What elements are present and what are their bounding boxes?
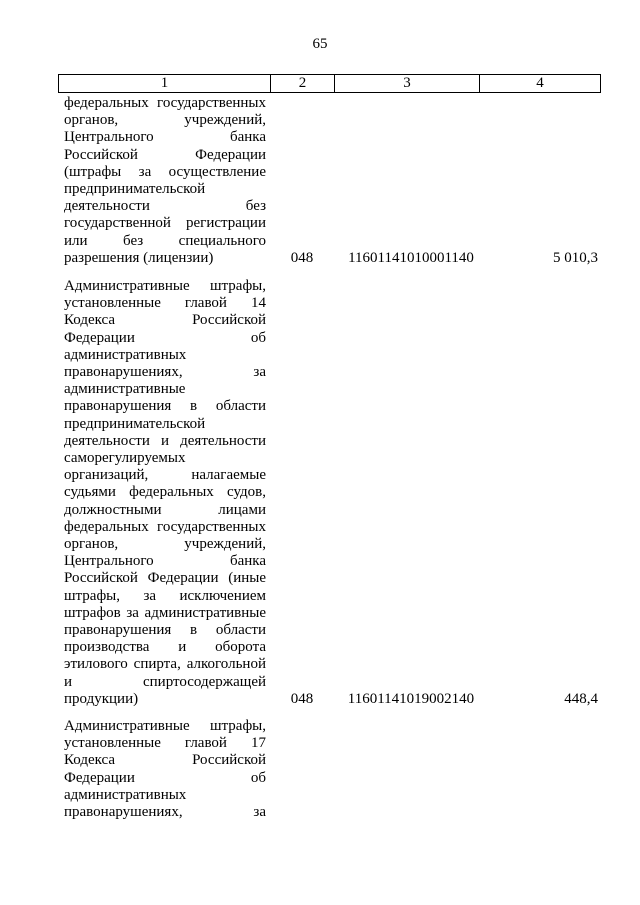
description-line: разрешения (лицензии)	[64, 249, 214, 266]
description-line: производства и оборота	[64, 639, 266, 656]
description-line: Кодекса Российской	[64, 312, 266, 329]
description-line: административные	[64, 381, 186, 398]
description-line: правонарушения в области	[64, 398, 266, 415]
row-2-amount: 448,4	[564, 691, 598, 707]
description-line: саморегулируемых	[64, 450, 186, 467]
description-line: Административные штрафы,	[64, 718, 266, 734]
row-3-description	[64, 718, 266, 821]
description-line: должностными лицами	[64, 501, 266, 518]
description-line: Административные штрафы,	[64, 278, 266, 294]
description-line: деятельности без	[64, 198, 266, 215]
description-line: предпринимательской	[64, 415, 206, 432]
description-line: или без специального	[64, 232, 266, 249]
column-header-table	[58, 74, 601, 93]
description-line: и спиртосодержащей	[64, 673, 266, 690]
description-line: государственной регистрации	[64, 215, 266, 232]
description-line: правонарушениях, за	[64, 804, 266, 821]
column-header-4: 4	[480, 75, 601, 93]
row-2-admin-code: 048	[290, 691, 314, 707]
description-line: штрафов за административные	[64, 604, 266, 621]
description-line: правонарушения в области	[64, 622, 266, 639]
description-line: органов, учреждений,	[64, 112, 266, 129]
description-line: административных	[64, 786, 187, 803]
description-line: правонарушениях, за	[64, 364, 266, 381]
column-header-3: 3	[335, 75, 480, 93]
column-header-2: 2	[271, 75, 335, 93]
description-line: штрафы, за исключением	[64, 587, 266, 604]
description-line: этилового спирта, алкогольной	[64, 656, 266, 673]
description-line: Кодекса Российской	[64, 752, 266, 769]
row-2-budget-code: 11601141019002140	[347, 691, 475, 707]
description-line: установленные главой 17	[64, 735, 266, 752]
page-number: 65	[312, 36, 328, 52]
description-line: органов, учреждений,	[64, 536, 266, 553]
row-1-admin-code: 048	[290, 250, 314, 266]
description-line: Российской Федерации (иные	[64, 570, 266, 587]
description-line: Центрального банка	[64, 553, 266, 570]
column-header-row	[59, 75, 601, 93]
description-line: организаций, налагаемые	[64, 467, 266, 484]
description-line: предпринимательской	[64, 181, 206, 198]
description-line: Центрального банка	[64, 129, 266, 146]
description-line: федеральных государственных	[64, 95, 266, 111]
description-line: деятельности и деятельности	[64, 432, 266, 449]
column-header-1: 1	[59, 75, 271, 93]
row-1-budget-code: 11601141010001140	[348, 250, 474, 266]
description-line: Федерации об	[64, 329, 266, 346]
description-line: судьями федеральных судов,	[64, 484, 266, 501]
description-line: установленные главой 14	[64, 295, 266, 312]
description-line: (штрафы за осуществление	[64, 163, 266, 180]
row-2-description	[64, 278, 266, 708]
description-line: федеральных государственных	[64, 518, 266, 535]
description-line: Российской Федерации	[64, 146, 266, 163]
description-line: административных	[64, 346, 187, 363]
description-line: продукции)	[64, 690, 139, 707]
row-1-amount: 5 010,3	[553, 250, 598, 266]
row-1-description	[64, 95, 266, 267]
description-line: Федерации об	[64, 769, 266, 786]
